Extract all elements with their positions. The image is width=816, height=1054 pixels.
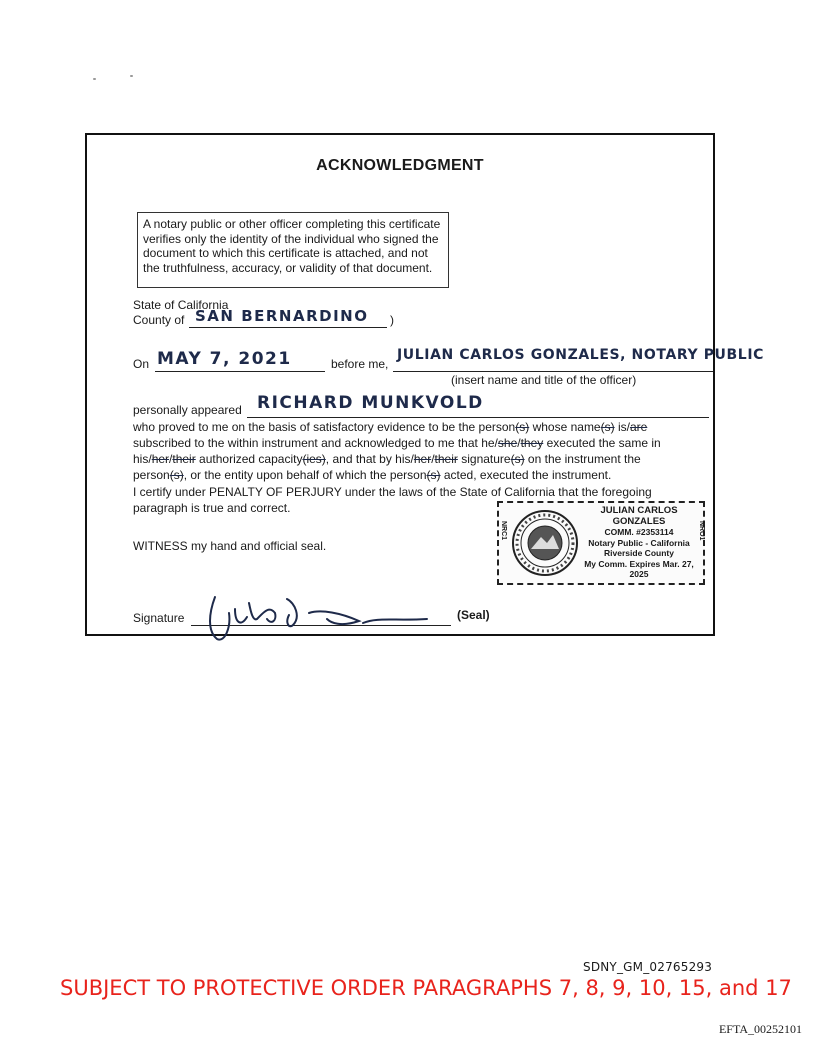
struck-they: they <box>520 436 544 450</box>
appeared-label: personally appeared <box>133 403 242 417</box>
seal-text <box>583 506 695 580</box>
county-value: SAN BERNARDINO <box>195 307 369 325</box>
county-label: County of <box>133 313 185 327</box>
struck-s: (s) <box>426 468 441 482</box>
struck-her: her <box>151 452 170 466</box>
struck-her: her <box>413 452 432 466</box>
seal-comm: COMM. #2353114 <box>604 527 674 537</box>
bates-number: SDNY_GM_02765293 <box>583 960 713 974</box>
date-underline <box>155 371 325 372</box>
state-seal-icon <box>511 509 579 577</box>
struck-s: (s) <box>169 468 184 482</box>
struck-their: their <box>434 452 458 466</box>
date-value: MAY 7, 2021 <box>157 349 292 369</box>
witness-text: WITNESS my hand and official seal. <box>133 539 327 553</box>
struck-s: (s) <box>600 420 615 434</box>
county-close: ) <box>390 313 394 327</box>
on-label: On <box>133 357 150 371</box>
struck-she: she <box>497 436 518 450</box>
county-underline <box>189 327 387 328</box>
appeared-underline <box>247 417 709 418</box>
seal-side-left: NRC1 <box>500 521 507 541</box>
struck-s: (s) <box>515 420 530 434</box>
notice-box: A notary public or other officer completing this certificate verifies only the identity of the individual who signed the document to which this certificate is attached, and not the truthfulness, accuracy, or validity of that document. <box>137 212 449 288</box>
seal-title: Notary Public - California <box>588 537 690 548</box>
officer-hint: (insert name and title of the officer) <box>451 373 637 387</box>
officer-underline <box>393 371 713 372</box>
acknowledgment-form <box>85 133 765 636</box>
signature-label: Signature <box>133 611 185 625</box>
scan-speck <box>93 78 96 80</box>
officer-value: JULIAN CARLOS GONZALES, NOTARY PUBLIC <box>397 347 765 363</box>
handwritten-signature <box>191 583 431 647</box>
struck-s: (s) <box>510 452 525 466</box>
before-me-label: before me, <box>331 357 389 371</box>
county-row <box>133 313 184 327</box>
seal-name: JULIAN CARLOS GONZALES <box>600 505 678 527</box>
seal-label: (Seal) <box>457 608 490 622</box>
seal-expires: My Comm. Expires Mar. 27, 2025 <box>584 558 694 579</box>
notary-seal <box>497 501 705 585</box>
appeared-value: RICHARD MUNKVOLD <box>257 393 484 413</box>
efta-number: EFTA_00252101 <box>718 1022 802 1036</box>
struck-their: their <box>172 452 196 466</box>
scan-speck <box>130 75 133 77</box>
struck-are: are <box>629 420 648 434</box>
certify-paragraph: I certify under PENALTY OF PERJURY under the laws of the State of California that the foregoing paragraph is true and correct. <box>133 485 652 515</box>
struck-ies: (ies) <box>302 452 326 466</box>
proof-paragraph: who proved to me on the basis of satisfactory evidence to be the person(s) whose name(s) is/are subscribed to the within instrument and acknowledged to me that he/she/they executed the same in his/her/their authorized capacity(ies), and that by his/her/their signature(s) on the instrument the person(s), or the entity upon behalf of which the person(s) acted, executed the instrument. <box>133 420 661 482</box>
protective-order-notice: SUBJECT TO PROTECTIVE ORDER PARAGRAPHS 7, 8, 9, 10, 15, and 17 <box>60 976 792 1000</box>
form-title: ACKNOWLEDGMENT <box>316 157 484 174</box>
seal-side-right: NRO1 <box>698 521 705 541</box>
state-label: State of California <box>133 298 229 312</box>
seal-county: Riverside County <box>604 548 674 558</box>
